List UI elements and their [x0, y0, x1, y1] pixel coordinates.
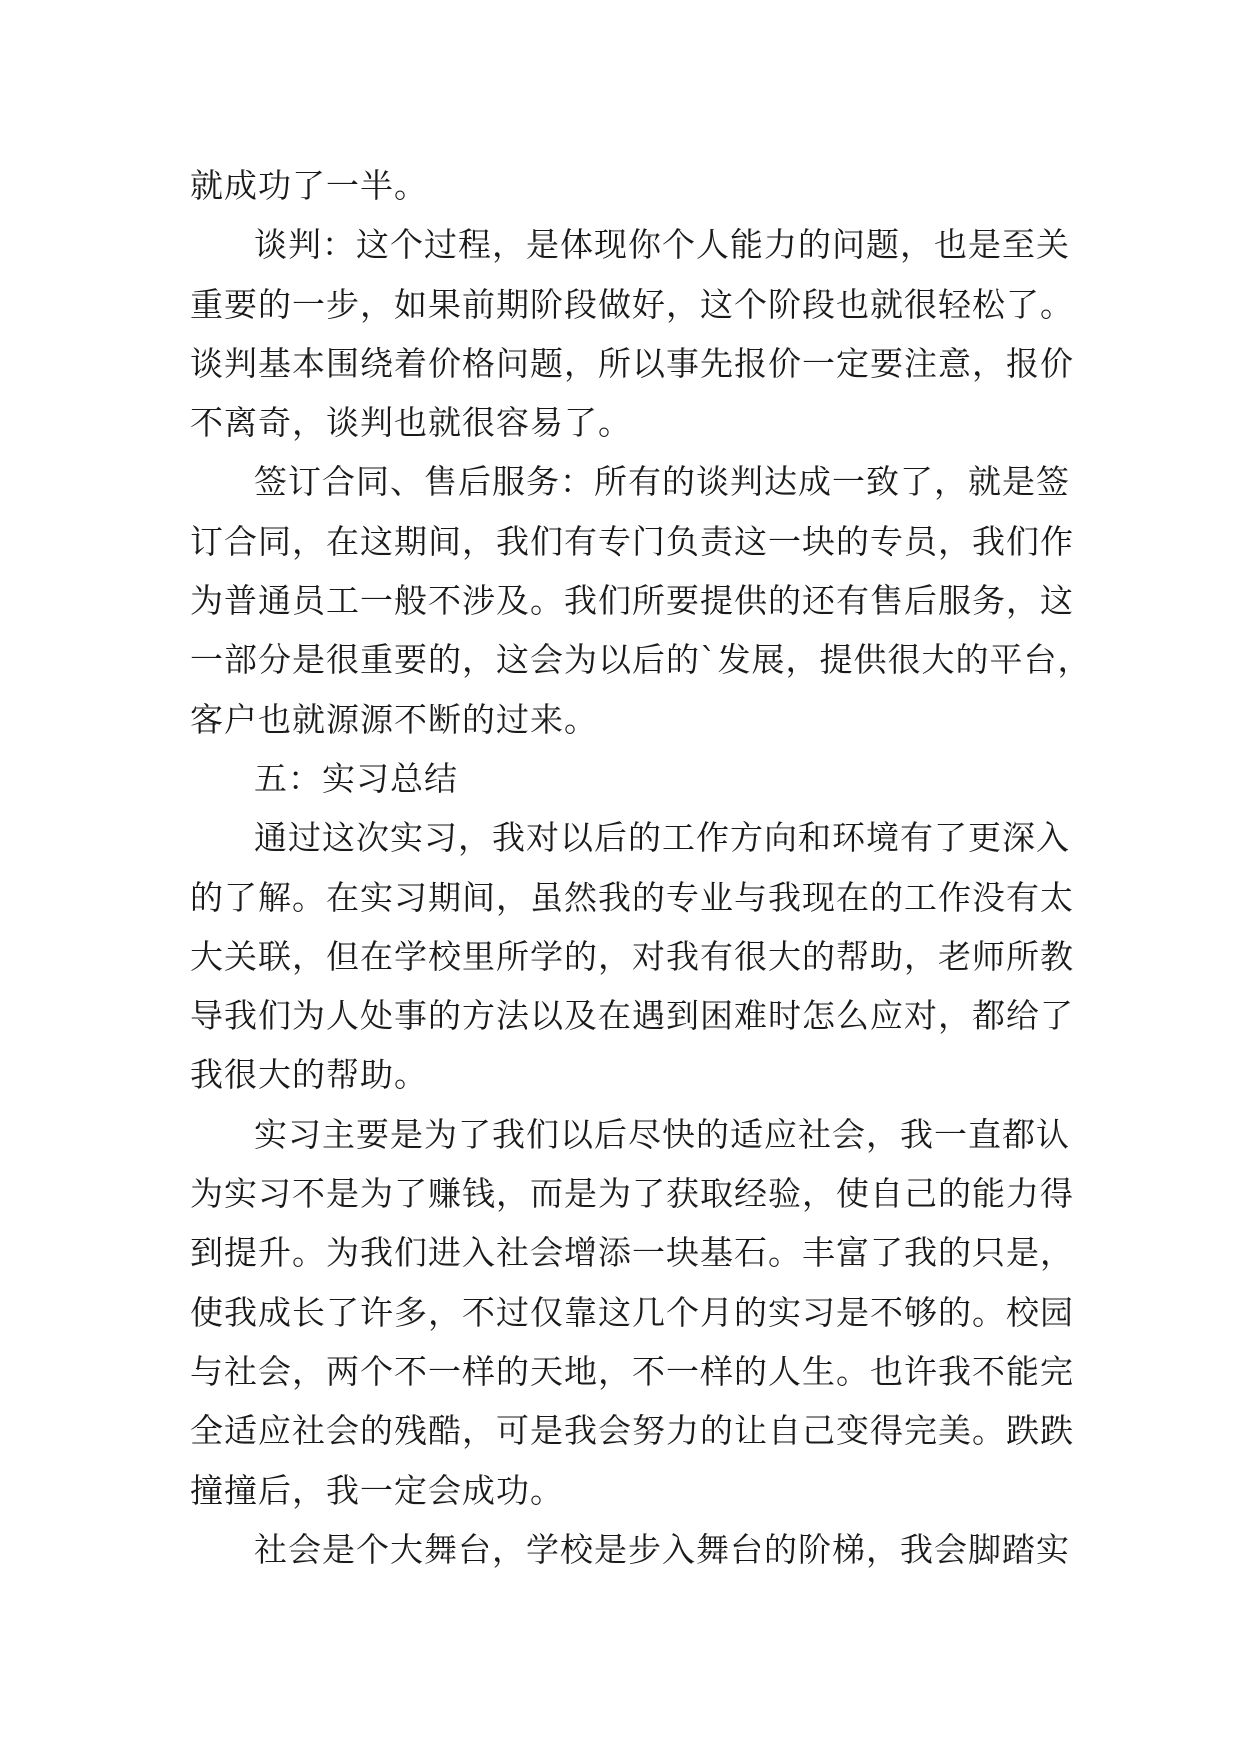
- text-line: 订合同，在这期间，我们有专门负责这一块的专员，我们作: [190, 521, 1074, 561]
- text-line: 谈判：这个过程，是体现你个人能力的问题，也是至关: [254, 225, 1070, 265]
- text-line: 我很大的帮助。: [190, 1055, 428, 1095]
- text-line: 通过这次实习，我对以后的工作方向和环境有了更深入: [254, 818, 1070, 858]
- text-line: 撞撞后，我一定会成功。: [190, 1470, 564, 1510]
- text-line: 客户也就源源不断的过来。: [190, 699, 598, 739]
- text-line: 使我成长了许多，不过仅靠这几个月的实习是不够的。校园: [190, 1292, 1074, 1332]
- body-text: [190, 156, 1092, 1579]
- text-line: 与社会，两个不一样的天地，不一样的人生。也许我不能完: [190, 1351, 1074, 1391]
- text-line: 重要的一步，如果前期阶段做好，这个阶段也就很轻松了。: [190, 284, 1074, 324]
- text-line: 就成功了一半。: [190, 166, 428, 205]
- text-line: 大关联，但在学校里所学的，对我有很大的帮助，老师所教: [190, 936, 1074, 976]
- text-line: 签订合同、售后服务：所有的谈判达成一致了，就是签: [254, 462, 1070, 502]
- text-line: 的了解。在实习期间，虽然我的专业与我现在的工作没有太: [190, 877, 1074, 917]
- text-line: 为实习不是为了赚钱，而是为了获取经验，使自己的能力得: [190, 1174, 1074, 1214]
- text-line: 一部分是很重要的，这会为以后的`发展，提供很大的平台，: [190, 640, 1092, 680]
- text-line: 不离奇，谈判也就很容易了。: [190, 403, 632, 443]
- text-line: 导我们为人处事的方法以及在遇到困难时怎么应对，都给了: [190, 996, 1074, 1036]
- text-line: 实习主要是为了我们以后尽快的适应社会，我一直都认: [254, 1114, 1070, 1154]
- text-line: 为普通员工一般不涉及。我们所要提供的还有售后服务，这: [190, 581, 1074, 621]
- text-line: 到提升。为我们进入社会增添一块基石。丰富了我的只是，: [190, 1233, 1074, 1273]
- text-line: 社会是个大舞台，学校是步入舞台的阶梯，我会脚踏实: [254, 1529, 1070, 1569]
- text-line: 全适应社会的残酷，可是我会努力的让自己变得完美。跌跌: [190, 1411, 1074, 1451]
- text-line: 谈判基本围绕着价格问题，所以事先报价一定要注意，报价: [190, 343, 1074, 383]
- section-heading: 五：实习总结: [254, 758, 458, 798]
